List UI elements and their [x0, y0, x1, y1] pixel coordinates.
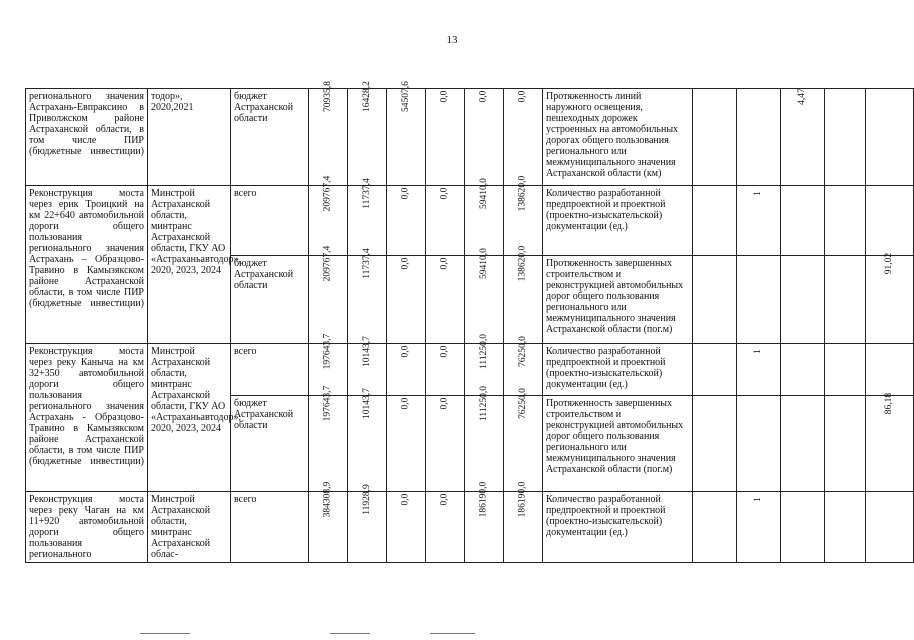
value-2020: 10143,7 [361, 388, 372, 419]
value-2023: 59410,0 [478, 248, 489, 279]
table-row [26, 344, 914, 396]
value-2024: 138620,0 [517, 245, 528, 282]
value-2021: 0,0 [400, 493, 411, 506]
indicator-value: 91,02 [884, 252, 894, 275]
measure-name: Реконструкция моста через реку Каныча на км 32+350 автомобильной дороги общего пользования регионального значения Астрахань - Образцово- Травино в Камызякском районе Астраханской области, в том числе ПИР (бюджетные инвестиции) [26, 344, 148, 492]
value-2021: 0,0 [400, 257, 411, 270]
value-2022: 0,0 [439, 257, 450, 270]
value-2022: 0,0 [439, 397, 450, 410]
executor: Минстрой Астраханской области, минтранс Астраханской области, ГКУ АО «Астраханьавтодор», 2020, 2023, 2024 [148, 186, 231, 344]
value-2023: 111250,0 [478, 386, 489, 421]
value-total: 209767,4 [322, 175, 333, 212]
scan-artifact-lines [140, 633, 500, 635]
value-total: 197643,7 [322, 333, 333, 370]
indicator-value: 1 [753, 349, 763, 354]
page-number: 13 [446, 34, 458, 46]
value-2020: 11737,4 [361, 248, 372, 279]
indicator: Количество разработанной предпроектной и проектной (проектно-изыскательской) документации (ед.) [543, 344, 693, 396]
value-total: 70935,8 [322, 81, 333, 112]
indicator: Протяженность завершенных строительством и реконструкцией автомобильных дорог общего пользования регионального или межмуниципального значения Астраханской области (пог.м) [543, 256, 693, 344]
value-2020: 10143,7 [361, 336, 372, 367]
executor: Минстрой Астраханской области, минтранс Астраханской облас- [148, 492, 231, 563]
budget-table [25, 81, 914, 563]
indicator-value: 86,18 [884, 392, 894, 415]
value-2021: 0,0 [400, 345, 411, 358]
value-2020: 16428,2 [361, 81, 372, 112]
funding-source: бюджет Астраханской области [231, 256, 309, 344]
funding-source: бюджет Астраханской области [231, 396, 309, 492]
value-2023: 0,0 [478, 90, 489, 103]
indicator: Количество разработанной предпроектной и проектной (проектно-изыскательской) документации (ед.) [543, 492, 693, 563]
measure-name: Реконструкция моста через реку Чаган на км 11+920 автомобильной дороги общего пользования регионального [26, 492, 148, 563]
value-2023: 59410,0 [478, 178, 489, 209]
value-total: 197643,7 [322, 385, 333, 422]
value-2021: 54507,6 [400, 81, 411, 112]
value-2020: 11928,9 [361, 484, 372, 515]
value-total: 209767,4 [322, 245, 333, 282]
indicator: Протяженность линий наружного освещения, пешеходных дорожек устроенных на автомобильных дорогах общего пользования регионального или межмуниципального значения Астраханской области (км) [543, 89, 693, 186]
value-2022: 0,0 [439, 345, 450, 358]
value-2024: 76250,0 [517, 388, 528, 419]
indicator-value: 1 [753, 497, 763, 502]
indicator-value: 1 [753, 191, 763, 196]
executor: тодор», 2020,2021 [148, 89, 231, 186]
measure-name: регионального значения Астрахань-Евпраксино в Приволжском районе Астраханской области, в том числе ПИР (бюджетные инвестиции) [26, 89, 148, 186]
value-2021: 0,0 [400, 187, 411, 200]
measure-name: Реконструкция моста через ерик Троицкий на км 22+640 автомобильной дороги общего пользования регионального значения Астрахань – Образцово- Травино в Камызякском районе Астраханской области, в том числе ПИР (бюджетные инвестиции) [26, 186, 148, 344]
indicator: Количество разработанной предпроектной и проектной (проектно-изыскательской) документации (ед.) [543, 186, 693, 256]
indicator: Протяженность завершенных строительством и реконструкцией автомобильных дорог общего пользования регионального или межмуниципального значения Астраханской области (пог.м) [543, 396, 693, 492]
funding-source: всего [231, 492, 309, 563]
value-2024: 138620,0 [517, 175, 528, 212]
value-2022: 0,0 [439, 187, 450, 200]
value-2024: 186190,0 [517, 481, 528, 518]
executor: Минстрой Астраханской области, минтранс Астраханской области, ГКУ АО «Астраханьавтодор», 2020, 2023, 2024 [148, 344, 231, 492]
value-total: 384308,9 [322, 481, 333, 518]
indicator-value: 4,47 [797, 88, 807, 105]
value-2024: 76250,0 [517, 336, 528, 367]
funding-source: бюджет Астраханской области [231, 89, 309, 186]
value-2022: 0,0 [439, 90, 450, 103]
table-row [26, 186, 914, 256]
value-2024: 0,0 [517, 90, 528, 103]
funding-source: всего [231, 344, 309, 396]
value-2022: 0,0 [439, 493, 450, 506]
value-2020: 11737,4 [361, 178, 372, 209]
value-2021: 0,0 [400, 397, 411, 410]
table-row [26, 492, 914, 563]
table-row [26, 89, 914, 186]
funding-source: всего [231, 186, 309, 256]
value-2023: 186190,0 [478, 481, 489, 518]
value-2023: 111250,0 [478, 334, 489, 369]
